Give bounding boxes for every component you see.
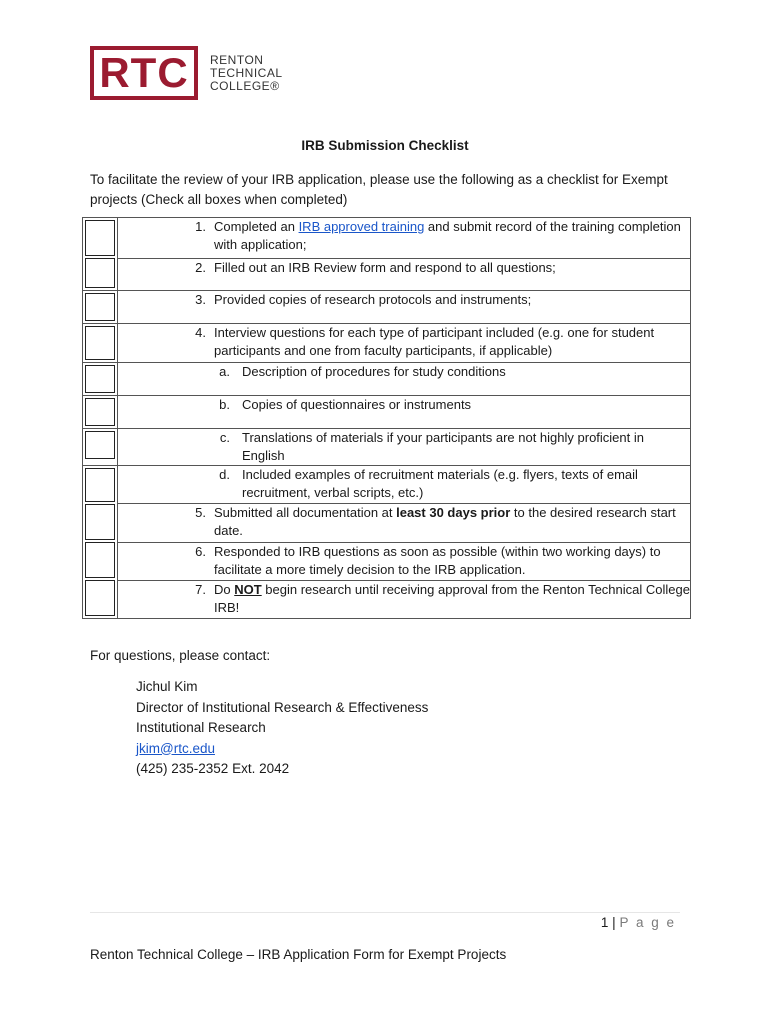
checklist-item	[118, 291, 691, 324]
checkbox-cell	[83, 218, 118, 291]
checkbox[interactable]	[85, 542, 115, 578]
page-number	[601, 915, 676, 930]
checklist-item	[118, 218, 691, 259]
logo-line-3: COLLEGE®	[210, 78, 280, 93]
item-number: 6.	[195, 543, 206, 559]
checkbox-cell	[83, 396, 118, 429]
item-number: 7.	[195, 581, 206, 597]
contact-block	[136, 677, 428, 780]
page-label: P a g e	[619, 915, 676, 930]
footer-text: Renton Technical College – IRB Application Form for Exempt Projects	[90, 947, 507, 962]
checklist-row	[83, 363, 691, 396]
checkbox[interactable]	[85, 431, 115, 459]
checkbox-cell	[83, 429, 118, 466]
item-letter: a.	[219, 364, 230, 379]
checkbox[interactable]	[85, 398, 115, 426]
item-text-pre: Completed an	[214, 219, 299, 234]
item-emphasis: NOT	[234, 581, 262, 597]
checkbox-cell	[83, 466, 118, 619]
checkbox[interactable]	[85, 293, 115, 321]
contact-title: Director of Institutional Research & Effectiveness	[136, 699, 429, 715]
item-text: Filled out an IRB Review form and respond to all questions;	[214, 259, 556, 275]
item-text: Interview questions for each type of participant included (e.g. one for student participants and one from faculty participants, if applicable)	[214, 325, 655, 358]
checklist-row	[83, 542, 691, 580]
checkbox[interactable]	[85, 580, 115, 616]
item-text: Copies of questionnaires or instruments	[242, 397, 472, 412]
contact-email-link[interactable]: jkim@rtc.edu	[136, 740, 215, 756]
item-text-post: begin research until receiving approval from the Renton Technical College IRB!	[214, 581, 690, 615]
checkbox-cell	[83, 324, 118, 363]
checklist-item	[118, 324, 691, 363]
checklist-row	[83, 291, 691, 324]
checkbox[interactable]	[85, 258, 115, 288]
contact-phone: (425) 235-2352 Ext. 2042	[136, 761, 290, 776]
checkbox-cell	[83, 363, 118, 396]
page-number-separator: |	[612, 915, 616, 930]
checklist-item	[118, 396, 691, 429]
logo-line-1: RENTON	[210, 52, 264, 67]
contact-department: Institutional Research	[136, 720, 266, 735]
contact-name: Jichul Kim	[136, 679, 198, 694]
checklist-row	[83, 429, 691, 466]
item-number: 3.	[195, 292, 206, 307]
checklist-item	[118, 504, 691, 542]
item-text: Provided copies of research protocols and instruments;	[214, 292, 532, 307]
checklist-item	[118, 542, 691, 580]
item-letter: b.	[219, 397, 230, 412]
item-number: 2.	[195, 259, 206, 275]
item-number: 4.	[195, 325, 206, 340]
checkbox-cell	[83, 291, 118, 324]
intro-paragraph: To facilitate the review of your IRB application, please use the following as a checklist for Exempt projects (Check all boxes when completed)	[90, 172, 668, 207]
checklist-row	[83, 466, 691, 504]
item-text-pre: Submitted all documentation at	[214, 505, 397, 521]
checklist-row	[83, 218, 691, 259]
rtc-logo	[90, 46, 283, 100]
item-text: Translations of materials if your participants are not highly proficient in English	[242, 430, 644, 463]
footer-divider	[90, 912, 680, 913]
checklist-item	[118, 580, 691, 618]
item-emphasis: least 30 days prior	[396, 505, 511, 521]
checklist-item	[118, 429, 691, 466]
checkbox[interactable]	[85, 326, 115, 360]
checklist-item	[118, 363, 691, 396]
logo-line-2: TECHNICAL	[210, 65, 283, 80]
checklist-row	[83, 396, 691, 429]
checkbox[interactable]	[85, 468, 115, 502]
page-number-value: 1	[600, 915, 609, 930]
checkbox[interactable]	[85, 220, 115, 256]
checklist-row	[83, 580, 691, 618]
checklist-item	[118, 258, 691, 290]
item-number: 1.	[195, 219, 206, 234]
page-title: IRB Submission Checklist	[301, 138, 469, 153]
item-text: Responded to IRB questions as soon as possible (within two working days) to facilitate a more timely decision to the IRB application.	[214, 543, 661, 577]
item-number: 5.	[195, 505, 206, 521]
logo-initials: RTC	[90, 46, 198, 100]
logo-wordmark	[210, 54, 283, 93]
checklist-row	[83, 324, 691, 363]
item-text-pre: Do	[214, 581, 235, 597]
checkbox[interactable]	[85, 365, 115, 393]
checklist-item	[118, 466, 691, 504]
contact-intro: For questions, please contact:	[90, 648, 271, 663]
checklist-row	[83, 504, 691, 542]
item-letter: d.	[219, 467, 230, 482]
item-text: Description of procedures for study conditions	[242, 364, 506, 379]
checklist-row	[83, 258, 691, 290]
item-text-post: to the desired research start date.	[214, 505, 676, 539]
item-letter: c.	[219, 430, 230, 445]
item-text-post: and submit record of the training completion with application;	[214, 219, 681, 252]
checkbox[interactable]	[85, 504, 115, 540]
item-text: Included examples of recruitment materials (e.g. flyers, texts of email recruitment, verbal scripts, etc.)	[242, 467, 638, 500]
irb-training-link[interactable]: IRB approved training	[298, 219, 425, 234]
checklist-table	[82, 217, 691, 619]
